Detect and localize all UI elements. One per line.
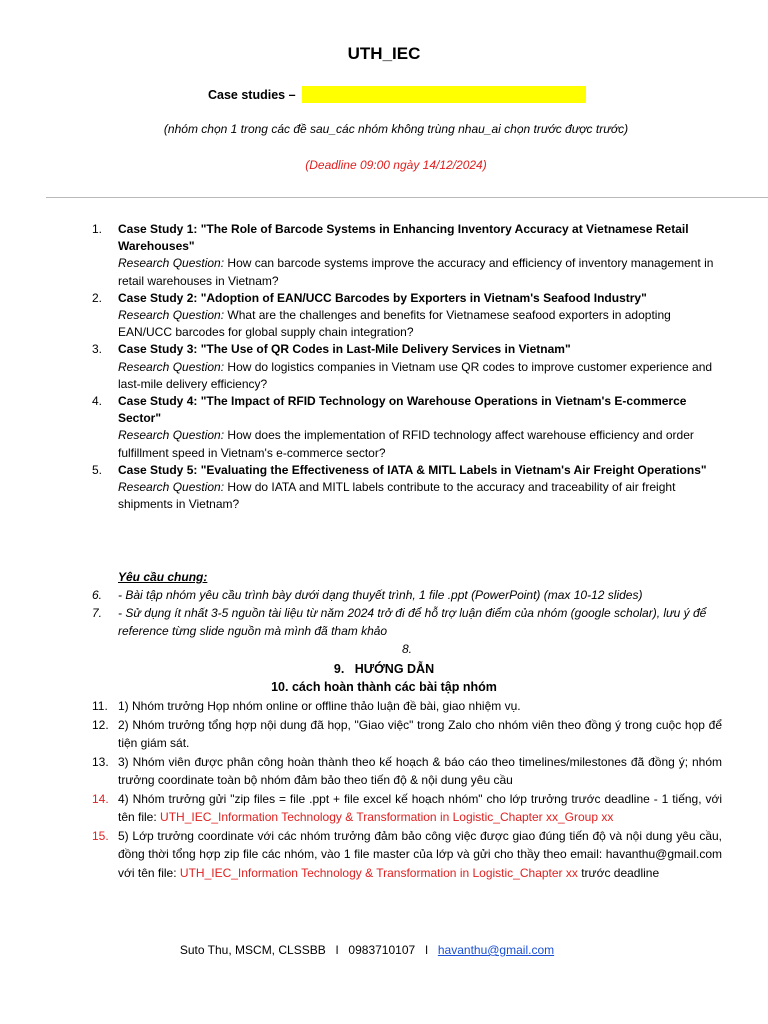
list-item [92,462,722,514]
footer [0,943,734,957]
list-item [92,604,722,640]
list-number: 7. [92,606,103,620]
list-item [92,290,722,342]
research-question-label: Research Question: [118,480,225,495]
list-number: 3. [92,342,103,357]
list-number: 13. [92,754,109,769]
steps-list [92,697,722,882]
author-name: Suto Thu, MSCM, CLSSBB [179,943,326,957]
case-title: Case Study 3: "The Use of QR Codes in Last-Mile Delivery Services in Vietnam" [118,342,571,357]
list-number: 6. [92,588,103,602]
horizontal-divider [46,197,768,198]
list-number: 11. [92,699,108,713]
guide-subheading [0,678,768,696]
list-number: 1. [92,222,103,236]
case-title: Case Study 2: "Adoption of EAN/UCC Barcodes by Exporters in Vietnam's Seafood Industry" [118,290,647,305]
list-number: 5. [92,462,103,477]
general-requirements [92,568,722,658]
phone-number: 0983710107 [348,943,416,957]
list-number: 15. [92,828,109,843]
step-text: 1) Nhóm trưởng Họp nhóm online or offline thảo luận đề bài, giao nhiệm vụ. [118,699,521,713]
highlighted-blank [302,86,586,103]
research-question-label: Research Question: [118,256,225,271]
list-item [92,586,722,604]
list-item [92,827,722,883]
research-question-text: What are the challenges and benefits for Vietnamese seafood exporters in adopting EAN/UCC barcodes for global supply chain integration? [118,308,671,340]
requirements-heading: Yêu cầu chung: [118,570,208,584]
research-question-text: How do logistics companies in Vietnam use QR codes to improve customer experience and last-mile delivery efficiency? [118,359,713,391]
separator: l [335,943,339,957]
list-number: 4. [92,394,103,409]
list-number: 10. [271,680,289,694]
list-number: 14. [92,791,109,806]
list-item [92,716,722,753]
list-number: 8. [401,642,412,656]
guide-section [0,660,768,696]
list-item [92,753,722,790]
case-title: Case Study 1: "The Role of Barcode Systems in Enhancing Inventory Accuracy at Vietnamese Retail Warehouses" [118,222,689,254]
guide-title: HƯỚNG DẪN [354,662,435,676]
research-question-text: How does the implementation of RFID technology affect warehouse efficiency and order fulfillment speed in Vietnam's e-commerce sector? [118,428,694,460]
list-item [92,221,722,290]
list-number: 9. [333,662,345,676]
requirement-text: - Sử dụng ít nhất 3-5 nguồn tài liệu từ năm 2024 trở đi để hỗ trợ luận điểm của nhóm (google scholar), lưu ý để reference từng slide nguồn mà mình đã tham khảo [118,606,707,638]
list-number: 2. [92,290,103,305]
list-number: 12. [92,717,109,732]
guide-subtitle: cách hoàn thành các bài tập nhóm [291,680,497,694]
research-question-label: Research Question: [118,308,225,323]
email-link[interactable]: havanthu@gmail.com [437,943,555,957]
selection-note: (nhóm chọn 1 trong các đề sau_các nhóm không trùng nhau_ai chọn trước được trước) [163,122,629,136]
document-title: UTH_IEC [347,44,421,63]
step-text: 3) Nhóm viên được phân công hoàn thành theo kế hoạch & báo cáo theo timelines/milestones đã đồng ý; nhóm trưởng coordinate toàn bộ nhóm đảm bảo theo tiến độ & nội dung yêu cầu [118,754,722,787]
list-item [92,341,722,393]
step-text: 4) Nhóm trưởng gửi "zip files = file .ppt + file excel kế hoạch nhóm" cho lớp trưởng trước deadline - 1 tiếng, với tên file: [118,791,722,824]
list-item [92,790,722,827]
step-text: 2) Nhóm trưởng tổng hợp nội dung đã họp, "Giao việc" trong Zalo cho nhóm viên theo đồng ý trong cuộc họp để tiện giám sát. [118,717,722,750]
case-title: Case Study 5: "Evaluating the Effectiveness of IATA & MITL Labels in Vietnam's Air Freight Operations" [118,462,707,477]
case-study-list [92,221,722,513]
deadline-note: (Deadline 09:00 ngày 14/12/2024) [305,158,487,172]
file-name-template: UTH_IEC_Information Technology & Transformation in Logistic_Chapter xx_Group xx [160,810,614,824]
list-item [92,393,722,462]
research-question-label: Research Question: [118,359,225,374]
separator: l [425,943,428,957]
step-text: 5) Lớp trưởng coordinate với các nhóm trưởng đảm bảo công việc được giao đúng tiến độ và nội dung yêu cầu, đồng thời tổng hợp zip file các nhóm, vào 1 file master của lớp và gửi cho thầy theo email: havanthu@gmail.com với tên file: [118,828,722,880]
research-question-label: Research Question: [118,428,225,443]
guide-heading [0,660,768,678]
research-question-text: How do IATA and MITL labels contribute to the accuracy and traceability of air freight shipments in Vietnam? [118,480,676,512]
case-studies-line [208,86,586,103]
list-item [92,697,722,716]
file-name-template: UTH_IEC_Information Technology & Transformation in Logistic_Chapter xx [179,865,578,880]
case-title: Case Study 4: "The Impact of RFID Technology on Warehouse Operations in Vietnam's E-commerce Sector" [118,394,687,426]
case-studies-label: Case studies – [208,87,296,102]
requirement-text: - Bài tập nhóm yêu cầu trình bày dưới dạng thuyết trình, 1 file .ppt (PowerPoint) (max 10-12 slides) [118,588,643,602]
research-question-text: How can barcode systems improve the accuracy and efficiency of inventory management in retail warehouses in Vietnam? [118,256,714,288]
step-text-after: trước deadline [577,865,660,880]
